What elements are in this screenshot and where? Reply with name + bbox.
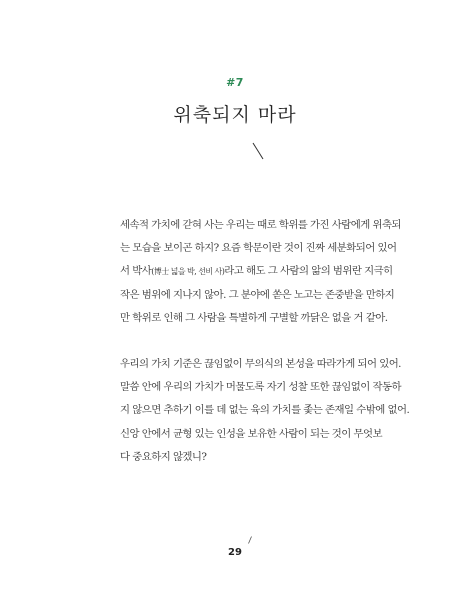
hanja-annotation: (博士 넓을 박, 선비 사)	[151, 267, 225, 277]
text-line: 우리의 가치 기준은 끊임없이 무의식의 본성을 따라가게 되어 있어.	[120, 358, 401, 371]
text-line	[120, 260, 392, 283]
page-number: 29	[228, 547, 242, 558]
chapter-number: #7	[226, 76, 244, 89]
chapter-title: 위축되지 마라	[173, 104, 297, 126]
text-line: 는 모습을 보이곤 하지? 요즘 학문이란 것이 진짜 세분화되어 있어	[120, 242, 397, 255]
text-line: 말씀 안에 우리의 가치가 머물도록 자기 성찰 또한 끊임없이 작동하	[120, 381, 401, 394]
text-line-start: 서 박사	[120, 265, 152, 278]
text-line: 지 않으면 추하기 이를 데 없는 육의 가치를 좇는 존재일 수밖에 없어.	[120, 404, 410, 417]
text-line: 신앙 안에서 균형 있는 인성을 보유한 사람이 되는 것이 무엇보	[120, 427, 382, 440]
text-line: 세속적 가치에 갇혀 사는 우리는 때로 학위를 가진 사람에게 위축되	[120, 219, 401, 231]
slash-ornament-icon	[250, 142, 266, 160]
body-text	[120, 214, 410, 469]
text-line: 다 중요하지 않겠니?	[120, 450, 207, 463]
text-line: 만 학위로 인해 그 사람을 특별하게 구별할 까닭은 없을 거 같아.	[120, 311, 388, 324]
text-line: 작은 범위에 지나지 않아. 그 분야에 쏟은 노고는 존중받을 만하지	[120, 288, 395, 301]
page-slash-icon	[247, 536, 253, 544]
text-line-end: 라고 해도 그 사람의 앎의 범위란 지극히	[224, 265, 393, 278]
paragraph-2	[120, 353, 410, 469]
paragraph-1	[120, 214, 401, 330]
